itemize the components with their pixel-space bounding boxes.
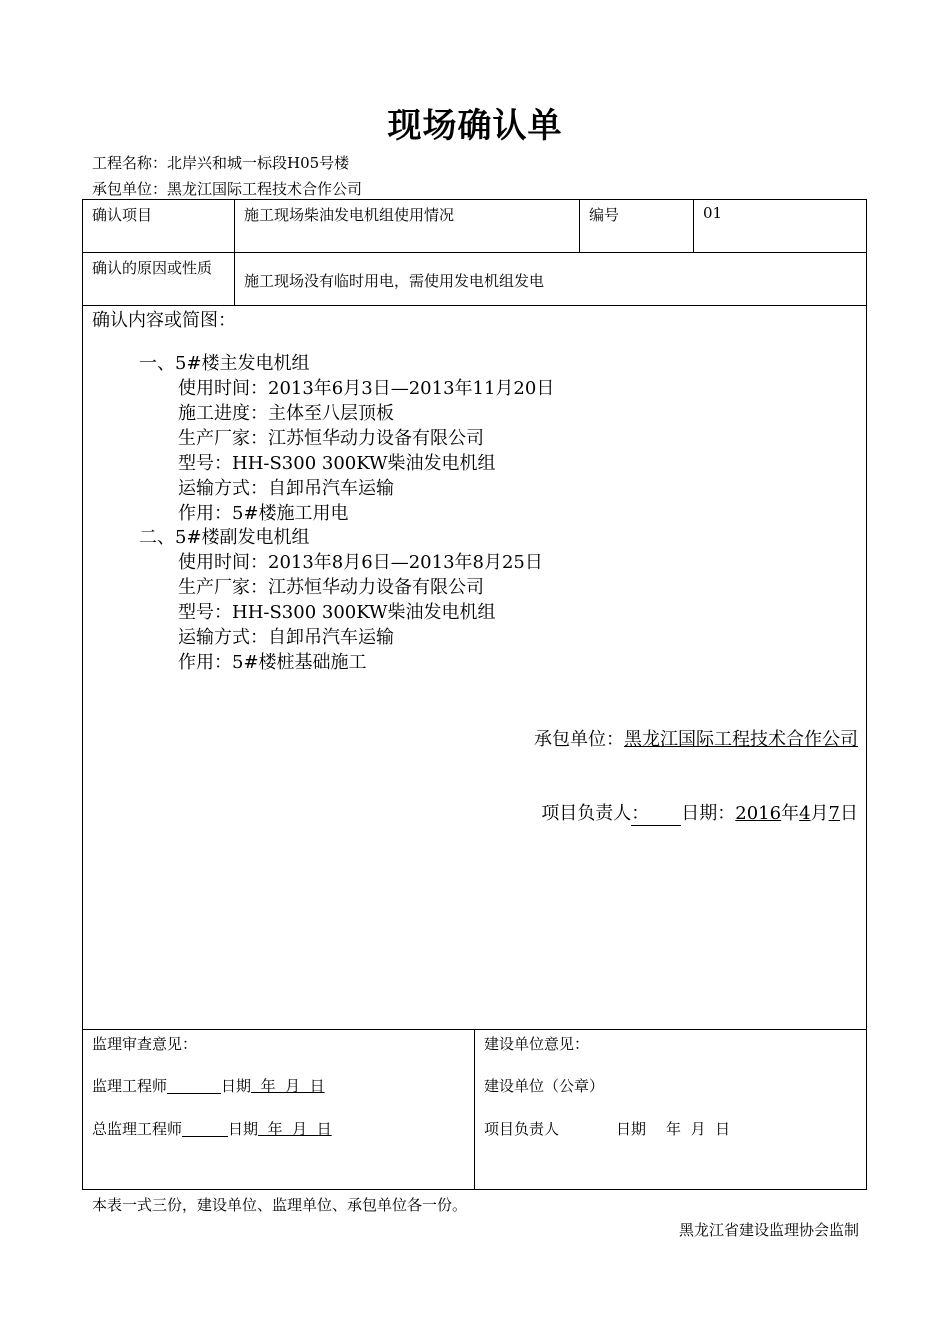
item-label: 确认项目	[92, 206, 153, 224]
owner-date-blank: 年 月 日	[666, 1120, 731, 1138]
detail-line: 作用：5#楼施工用电	[178, 503, 349, 524]
supervision-engineer-line	[92, 1075, 325, 1096]
row-divider	[83, 252, 866, 253]
confirmation-table	[82, 199, 867, 1190]
engineer-date-blank: 年 月 日	[251, 1077, 325, 1095]
footer-issuer: 黑龙江省建设监理协会监制	[678, 1221, 859, 1239]
chief-date-label: 日期	[228, 1120, 259, 1138]
column-divider	[234, 200, 235, 305]
detail-line: 施工进度：主体至八层顶板	[178, 403, 394, 424]
number-value: 01	[703, 204, 723, 222]
chief-signature-blank	[182, 1118, 228, 1137]
contractor-sign-label: 承包单位：	[534, 729, 624, 750]
chief-date-blank: 年 月 日	[258, 1120, 332, 1138]
footer-note: 本表一式三份，建设单位、监理单位、承包单位各一份。	[92, 1196, 468, 1214]
project-name: 工程名称：北岸兴和城一标段H05号楼	[92, 154, 350, 172]
engineer-label: 监理工程师	[92, 1077, 168, 1095]
engineer-signature-blank	[167, 1075, 221, 1094]
detail-line: 生产厂家：江苏恒华动力设备有限公司	[178, 428, 484, 449]
chief-engineer-line	[92, 1118, 332, 1139]
detail-line: 运输方式：自卸吊汽车运输	[178, 478, 394, 499]
supervision-opinion-label: 监理审查意见：	[92, 1035, 198, 1053]
detail-line: 使用时间：2013年6月3日—2013年11月20日	[178, 378, 555, 399]
date-day: 7	[828, 803, 840, 824]
section-2-details	[178, 550, 543, 675]
column-divider	[579, 200, 580, 252]
section-2-heading: 二、5#楼副发电机组	[139, 527, 310, 548]
detail-line: 型号：HH-S300 300KW柴油发电机组	[178, 453, 496, 474]
contractor-name: 承包单位：黑龙江国际工程技术合作公司	[92, 180, 363, 198]
leader-signature-blank: ：	[631, 799, 681, 826]
column-divider	[474, 1029, 475, 1190]
owner-leader-line	[484, 1118, 730, 1139]
section-1-heading: 一、5#楼主发电机组	[139, 353, 310, 374]
detail-line: 使用时间：2013年8月6日—2013年8月25日	[178, 552, 543, 573]
leader-label: 项目负责人	[541, 803, 632, 824]
detail-line: 运输方式：自卸吊汽车运输	[178, 627, 394, 648]
owner-date-label: 日期	[616, 1120, 647, 1138]
page-title: 现场确认单	[387, 106, 563, 146]
date-year: 2016	[735, 803, 782, 824]
date-label: 日期：	[681, 803, 736, 824]
section-1-details	[178, 376, 554, 526]
detail-line: 生产厂家：江苏恒华动力设备有限公司	[178, 577, 484, 598]
reason-label: 确认的原因或性质	[92, 259, 213, 277]
reason-value: 施工现场没有临时用电，需使用发电机组发电	[244, 272, 545, 290]
owner-leader-label: 项目负责人	[484, 1120, 560, 1138]
owner-unit-seal: 建设单位（公章）	[484, 1077, 605, 1095]
row-divider	[83, 305, 866, 306]
item-value: 施工现场柴油发电机组使用情况	[244, 206, 455, 224]
owner-opinion-label: 建设单位意见：	[484, 1035, 590, 1053]
contractor-sign-value: 黑龙江国际工程技术合作公司	[624, 729, 858, 750]
date-month: 4	[799, 803, 811, 824]
detail-line: 型号：HH-S300 300KW柴油发电机组	[178, 602, 496, 623]
content-label: 确认内容或简图：	[92, 310, 236, 331]
number-label: 编号	[589, 206, 620, 224]
engineer-date-label: 日期	[221, 1077, 252, 1095]
contractor-signature	[534, 725, 858, 751]
leader-date-line: 项目负责人： 日期：2016年4月7日	[541, 799, 858, 826]
detail-line: 作用：5#楼桩基础施工	[178, 652, 367, 673]
column-divider	[693, 200, 694, 252]
chief-engineer-label: 总监理工程师	[92, 1120, 183, 1138]
